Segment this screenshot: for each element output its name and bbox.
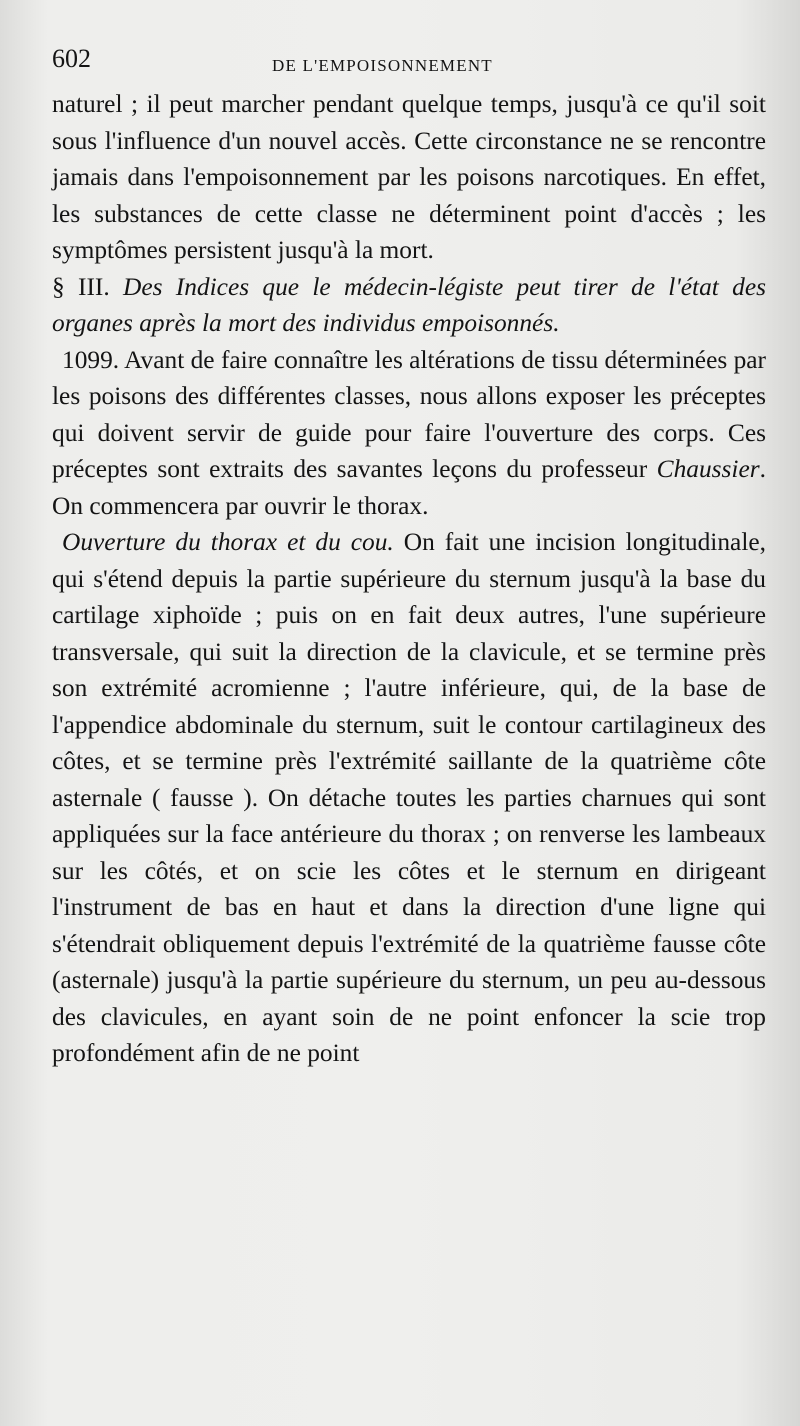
paragraph-intro: naturel ; il peut marcher pendant quelque temps, jusqu'à ce qu'il soit sous l'influence d'un nouvel accès. Cette circonstance ne se rencontre jamais dans l'empoisonnement par les poisons narcotiques. En effet, les substances de cette classe ne déterminent point d'accès ; les symptômes persistent jusqu'à la mort. [52,90,766,264]
paragraph-ouverture-lead: Ouverture du thorax et du cou. [62,528,394,556]
paragraph-1099 [52,342,766,525]
section-heading [52,269,766,342]
running-title: DE L'EMPOISONNEMENT [272,56,493,75]
paragraph-ouverture [52,524,766,1072]
paragraph-ouverture-text: On fait une incision longitudinale, qui s'étend depuis la partie supérieure du sternum jusqu'à la base du cartilage xiphoïde ; puis on en fait deux autres, l'une supérieure transversale, qui suit la direction de la clavicule, et se termine près son extrémité acromienne ; l'autre inférieure, qui, de la base de l'appendice abdominale du sternum, suit le contour cartilagineux des côtes, et se termine près l'extrémité saillante de la quatrième côte asternale ( fausse ). On détache toutes les parties charnues qui sont appliquées sur la face antérieure du thorax ; on renverse les lambeaux sur les côtés, et on scie les côtes et le sternum en dirigeant l'instrument de bas en haut et dans la direction d'une ligne qui s'étendrait obliquement depuis l'extrémité de la quatrième fausse côte (asternale) jusqu'à la partie supérieure du sternum, un peu au-dessous des clavicules, en ayant soin de ne point enfoncer la scie trop profondément afin de ne point [52,528,766,1067]
section-title: Des Indices que le médecin-légiste peut tirer de l'état des organes après la mort des individus empoisonnés. [52,272,766,337]
page-body [52,86,766,1072]
page-number: 602 [52,44,91,73]
section-marker: § III. [52,272,110,301]
paragraph-1099-end: . On commencera par ouvrir le thorax. [52,455,766,520]
paragraph-1099-text: 1099. Avant de faire connaître les altérations de tissu déterminées par les poisons des différentes classes, nous allons exposer les préceptes qui doivent servir de guide pour faire l'ouverture des corps. Ces préceptes sont extraits des savantes leçons du professeur [52,345,766,483]
professor-name: Chaussier [656,455,760,483]
